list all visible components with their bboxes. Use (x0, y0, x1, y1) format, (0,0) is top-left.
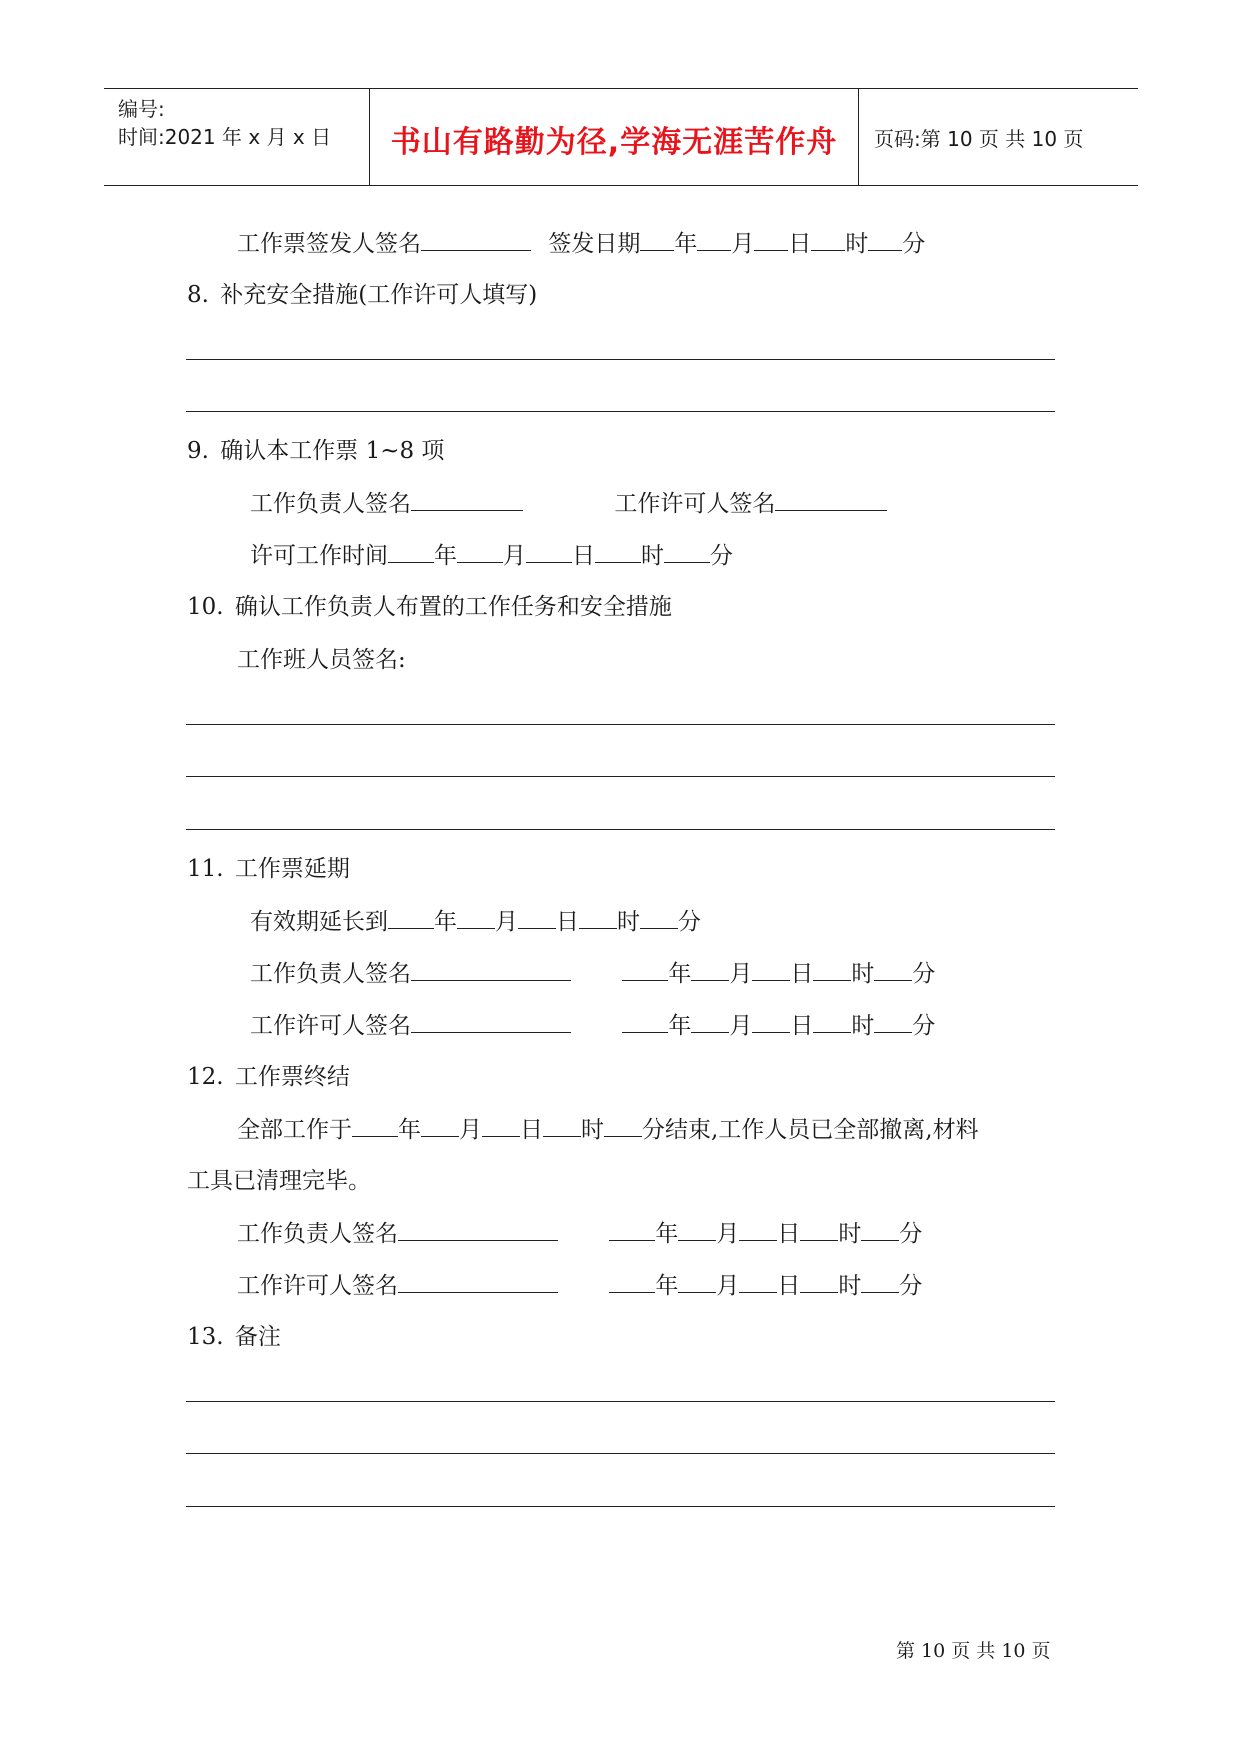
minute-unit: 分 (902, 231, 926, 257)
day-unit: 日 (572, 543, 595, 569)
minute-blank[interactable] (861, 1270, 899, 1293)
leader-sign-blank[interactable] (398, 1218, 558, 1241)
team-sign-line-2[interactable] (186, 776, 1055, 777)
minute-blank[interactable] (874, 958, 912, 981)
extend-permit-row (250, 1010, 935, 1041)
month-blank[interactable] (691, 1010, 729, 1033)
extend-to-label: 有效期延长到 (250, 909, 388, 935)
day-unit: 日 (790, 961, 814, 987)
hour-blank[interactable] (813, 958, 851, 981)
year-blank[interactable] (622, 958, 668, 981)
permit-sign-label: 工作许可人签名 (237, 1273, 398, 1299)
minute-unit: 分 (710, 543, 733, 569)
month-unit: 月 (459, 1117, 482, 1143)
section-9-sign-row (250, 488, 887, 519)
permit-sign-blank[interactable] (775, 488, 887, 511)
section-10-heading (187, 592, 672, 622)
hour-blank[interactable] (811, 228, 845, 251)
section-10-title: 确认工作负责人布置的工作任务和安全措施 (234, 594, 672, 620)
permit-sign-blank[interactable] (398, 1270, 558, 1293)
section-10-number: 10. (187, 594, 224, 620)
month-unit: 月 (716, 1273, 740, 1299)
month-blank[interactable] (697, 228, 731, 251)
end-permit-row (237, 1270, 922, 1301)
year-unit: 年 (655, 1221, 679, 1247)
year-unit: 年 (434, 543, 457, 569)
section-9-heading (187, 436, 444, 466)
extend-leader-row (250, 958, 935, 989)
year-unit: 年 (668, 1013, 692, 1039)
day-blank[interactable] (739, 1218, 777, 1241)
leader-sign-label: 工作负责人签名 (237, 1221, 398, 1247)
issuer-sign-blank[interactable] (421, 228, 531, 251)
month-unit: 月 (731, 231, 755, 257)
permit-sign-label: 工作许可人签名 (250, 1013, 411, 1039)
remarks-line-3[interactable] (186, 1506, 1055, 1507)
year-unit: 年 (668, 961, 692, 987)
month-blank[interactable] (457, 906, 495, 929)
minute-blank[interactable] (861, 1218, 899, 1241)
end-leader-row (237, 1218, 922, 1249)
month-unit: 月 (716, 1221, 740, 1247)
section-8-line-1[interactable] (186, 359, 1055, 360)
leader-sign-blank[interactable] (411, 488, 523, 511)
year-unit: 年 (434, 909, 457, 935)
day-blank[interactable] (482, 1114, 520, 1137)
minute-blank[interactable] (868, 228, 902, 251)
leader-sign-blank[interactable] (411, 958, 571, 981)
year-blank[interactable] (609, 1270, 655, 1293)
minute-unit: 分 (899, 1221, 923, 1247)
section-13-heading (187, 1322, 281, 1352)
day-blank[interactable] (754, 228, 788, 251)
hour-blank[interactable] (813, 1010, 851, 1033)
section-13-number: 13. (187, 1324, 224, 1350)
team-sign-line-1[interactable] (186, 724, 1055, 725)
minute-unit: 分 (899, 1273, 923, 1299)
team-sign-label: 工作班人员签名: (237, 647, 406, 673)
month-blank[interactable] (678, 1218, 716, 1241)
issue-date-label: 签发日期 (548, 231, 641, 257)
team-sign-line-3[interactable] (186, 829, 1055, 830)
year-blank[interactable] (640, 228, 674, 251)
leader-sign-label: 工作负责人签名 (250, 491, 411, 517)
section-9-title: 确认本工作票 1~8 项 (220, 438, 445, 464)
issuer-sign-row (237, 228, 925, 259)
all-work-at-label: 全部工作于 (237, 1117, 352, 1143)
year-blank[interactable] (352, 1114, 398, 1137)
section-8-number: 8. (187, 282, 209, 308)
month-unit: 月 (729, 1013, 753, 1039)
issuer-sign-label: 工作票签发人签名 (237, 231, 421, 257)
header-page-cell (858, 89, 1138, 185)
hour-unit: 时 (641, 543, 664, 569)
section-8-heading (187, 280, 537, 310)
section-8-line-2[interactable] (186, 411, 1055, 412)
hour-blank[interactable] (800, 1218, 838, 1241)
hour-blank[interactable] (579, 906, 617, 929)
doc-time-label: 时间:2021 年 x 月 x 日 (118, 125, 332, 149)
day-blank[interactable] (752, 958, 790, 981)
day-unit: 日 (788, 231, 812, 257)
hour-unit: 时 (838, 1221, 862, 1247)
year-unit: 年 (655, 1273, 679, 1299)
year-blank[interactable] (609, 1218, 655, 1241)
month-unit: 月 (495, 909, 518, 935)
section-12-title: 工作票终结 (234, 1064, 350, 1090)
hour-unit: 时 (851, 961, 875, 987)
minute-unit: 分 (912, 1013, 936, 1039)
motto-text: 书山有路勤为径,学海无涯苦作舟 (390, 125, 838, 160)
hour-blank[interactable] (543, 1114, 581, 1137)
day-unit: 日 (556, 909, 579, 935)
hour-unit: 时 (845, 231, 869, 257)
header-motto-cell (369, 89, 859, 185)
month-blank[interactable] (678, 1270, 716, 1293)
year-blank[interactable] (622, 1010, 668, 1033)
year-blank[interactable] (388, 906, 434, 929)
minute-blank[interactable] (664, 540, 710, 563)
section-11-heading (187, 854, 350, 884)
month-unit: 月 (729, 961, 753, 987)
day-blank[interactable] (518, 906, 556, 929)
minute-blank[interactable] (640, 906, 678, 929)
minute-unit: 分 (642, 1117, 665, 1143)
month-blank[interactable] (421, 1114, 459, 1137)
leader-sign-label: 工作负责人签名 (250, 961, 411, 987)
minute-unit: 分 (912, 961, 936, 987)
doc-number-label: 编号: (118, 97, 165, 121)
section-11-title: 工作票延期 (234, 856, 350, 882)
document-header (104, 88, 1138, 186)
day-blank[interactable] (739, 1270, 777, 1293)
section-13-title: 备注 (234, 1324, 281, 1350)
extend-to-row (250, 906, 701, 937)
minute-blank[interactable] (874, 1010, 912, 1033)
section-12-heading (187, 1062, 350, 1092)
day-unit: 日 (520, 1117, 543, 1143)
day-blank[interactable] (526, 540, 572, 563)
end-line-2: 工具已清理完毕。 (187, 1168, 371, 1194)
hour-unit: 时 (617, 909, 640, 935)
permit-sign-label: 工作许可人签名 (614, 491, 776, 517)
month-unit: 月 (503, 543, 526, 569)
hour-unit: 时 (581, 1117, 604, 1143)
day-blank[interactable] (752, 1010, 790, 1033)
month-blank[interactable] (691, 958, 729, 981)
minute-blank[interactable] (604, 1114, 642, 1137)
permit-time-row (250, 540, 733, 571)
year-unit: 年 (398, 1117, 421, 1143)
remarks-line-2[interactable] (186, 1453, 1055, 1454)
hour-blank[interactable] (595, 540, 641, 563)
section-8-title: 补充安全措施(工作许可人填写) (220, 282, 538, 308)
end-tail-text: 结束,工作人员已全部撤离,材料 (665, 1117, 979, 1143)
hour-unit: 时 (838, 1273, 862, 1299)
permit-sign-blank[interactable] (411, 1010, 571, 1033)
end-time-row (237, 1114, 979, 1145)
page-footer: 第 10 页 共 10 页 (896, 1640, 1051, 1662)
section-12-number: 12. (187, 1064, 224, 1090)
hour-blank[interactable] (800, 1270, 838, 1293)
header-info-cell (104, 89, 368, 185)
page-number-label: 页码:第 10 页 共 10 页 (874, 127, 1084, 151)
day-unit: 日 (790, 1013, 814, 1039)
day-unit: 日 (777, 1273, 801, 1299)
hour-unit: 时 (851, 1013, 875, 1039)
day-unit: 日 (777, 1221, 801, 1247)
section-9-number: 9. (187, 438, 209, 464)
minute-unit: 分 (678, 909, 701, 935)
year-blank[interactable] (388, 540, 434, 563)
permit-time-label: 许可工作时间 (250, 543, 388, 569)
section-11-number: 11. (187, 856, 224, 882)
remarks-line-1[interactable] (186, 1401, 1055, 1402)
year-unit: 年 (674, 231, 698, 257)
month-blank[interactable] (457, 540, 503, 563)
